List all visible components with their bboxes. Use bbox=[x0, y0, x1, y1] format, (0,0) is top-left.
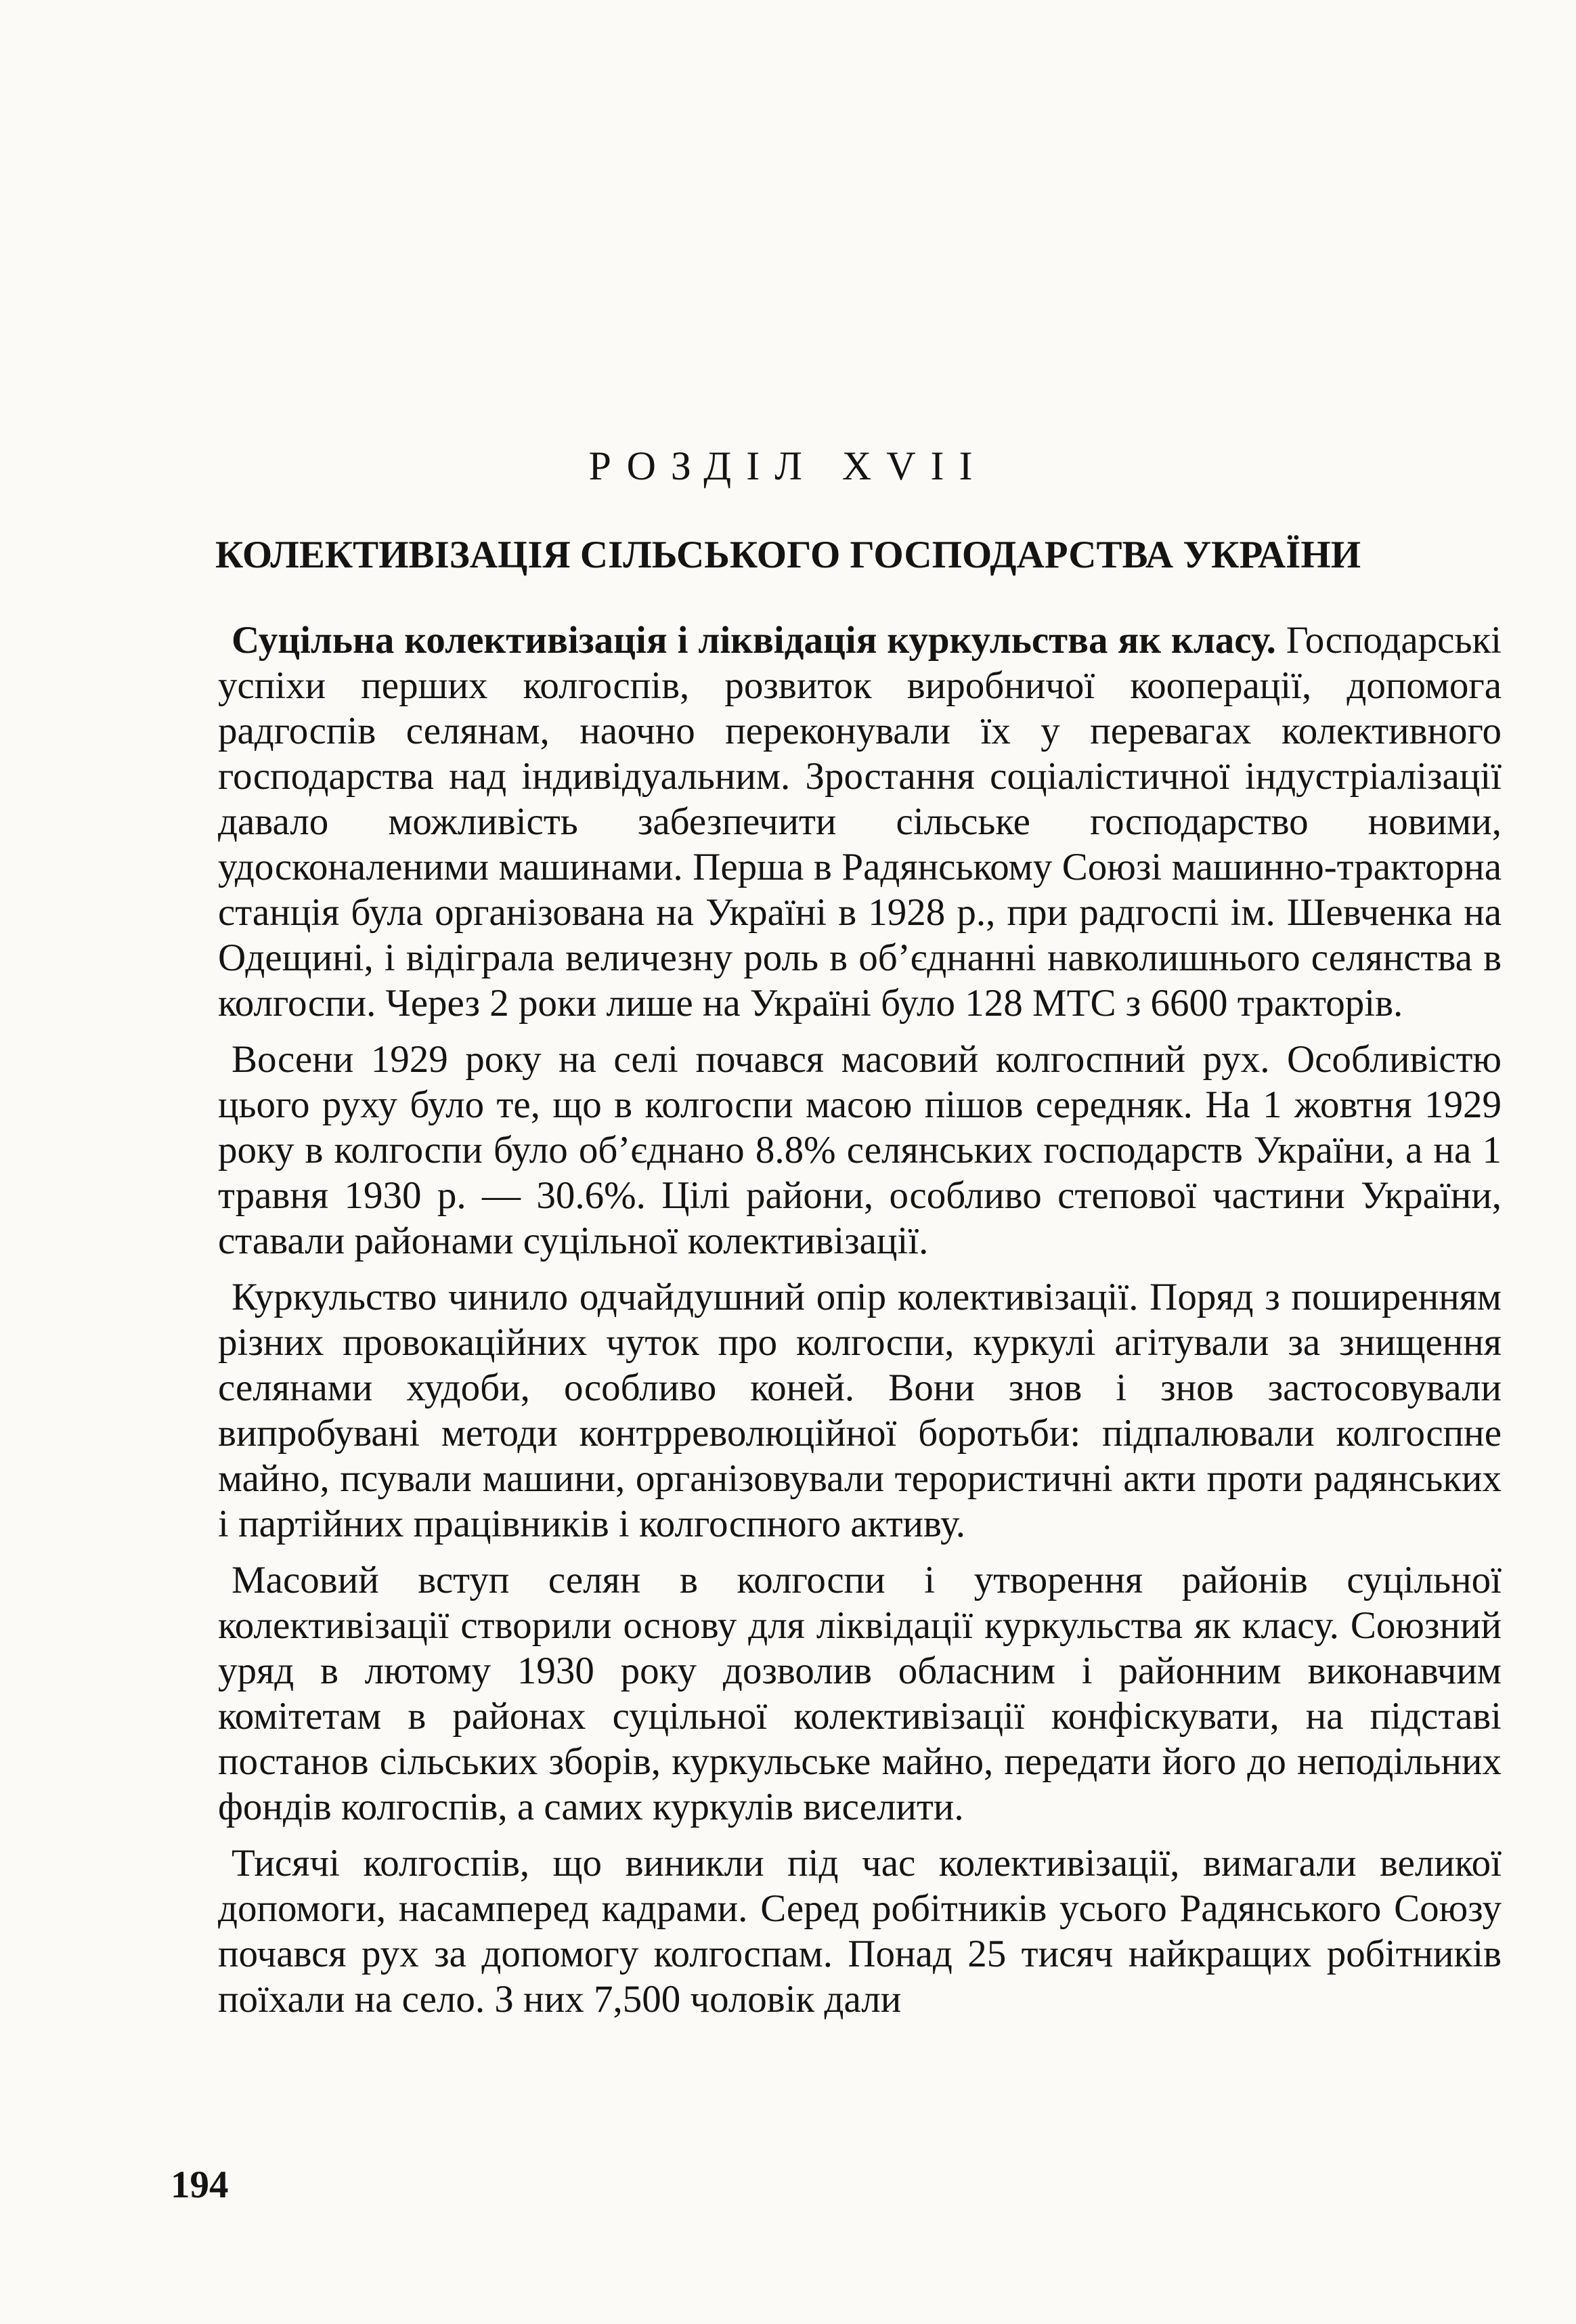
page-number: 194 bbox=[171, 2164, 229, 2206]
body-text bbox=[218, 618, 1502, 2033]
paragraph-1 bbox=[218, 618, 1502, 1026]
paragraph-2: Восени 1929 року на селі почався масовий колгоспний рух. Особливістю цього руху було те, що в колгоспи масою пішов середняк. На 1 жовтня 1929 року в колгоспи було об’єднано 8.8% селянських господарств України, а на 1 травня 1930 р. — 30.6%. Цілі райони, особливо степової частини України, ставали районами суцільної колективізації. bbox=[218, 1038, 1502, 1262]
chapter-title: КОЛЕКТИВІЗАЦІЯ СІЛЬСЬКОГО ГОСПОДАРСТВА УКРАЇНИ bbox=[215, 534, 1361, 576]
paragraph-5: Тисячі колгоспів, що виникли під час колективізації, вимагали великої допомоги, насамперед кадрами. Серед робітників усього Радянського Союзу почався рух за допомогу колгоспам. Понад 25 тисяч найкращих робітників поїхали на село. З них 7,500 чоловік дали bbox=[218, 1842, 1502, 2021]
paragraph-4: Масовий вступ селян в колгоспи і утворення районів суцільної колективізації створили основу для ліквідації куркульства як класу. Союзний уряд в лютому 1930 року дозволив обласним і районним виконавчим комітетам в районах суцільної колективізації конфіскувати, на підставі постанов сільських зборів, куркульське майно, передати його до неподільних фондів колгоспів, а самих куркулів виселити. bbox=[218, 1559, 1502, 1828]
section-heading: Суцільна колективізація і ліквідація куркульства як класу. bbox=[232, 619, 1276, 662]
paragraph-1-text: Господарські успіхи перших колгоспів, розвиток виробничої кооперації, допомога радгоспів селянам, наочно переконували їх у перевагах колективного господарства над індивідуальним. Зростання соціалістичної індустріалізації давало можливість забезпечити сільське господарство новими, удосконаленими машинами. Перша в Радянському Союзі машинно-тракторна станція була організована на Україні в 1928 р., при радгоспі ім. Шевченка на Одещині, і відіграла величезну роль в об’єднанні навколишнього селянства в колгоспи. Через 2 роки лише на Україні було 128 МТС з 6600 тракторів. bbox=[218, 619, 1502, 1025]
chapter-label: РОЗДІЛ XVII bbox=[588, 444, 988, 488]
paragraph-3: Куркульство чинило одчайдушний опір колективізації. Поряд з поширенням різних провокаційних чуток про колгоспи, куркулі агітували за знищення селянами худоби, особливо коней. Вони знов і знов застосовували випробувані методи контрреволюційної боротьби: підпалювали колгоспне майно, псували машини, організовували терористичні акти проти радянських і партійних працівників і колгоспного активу. bbox=[218, 1276, 1502, 1545]
